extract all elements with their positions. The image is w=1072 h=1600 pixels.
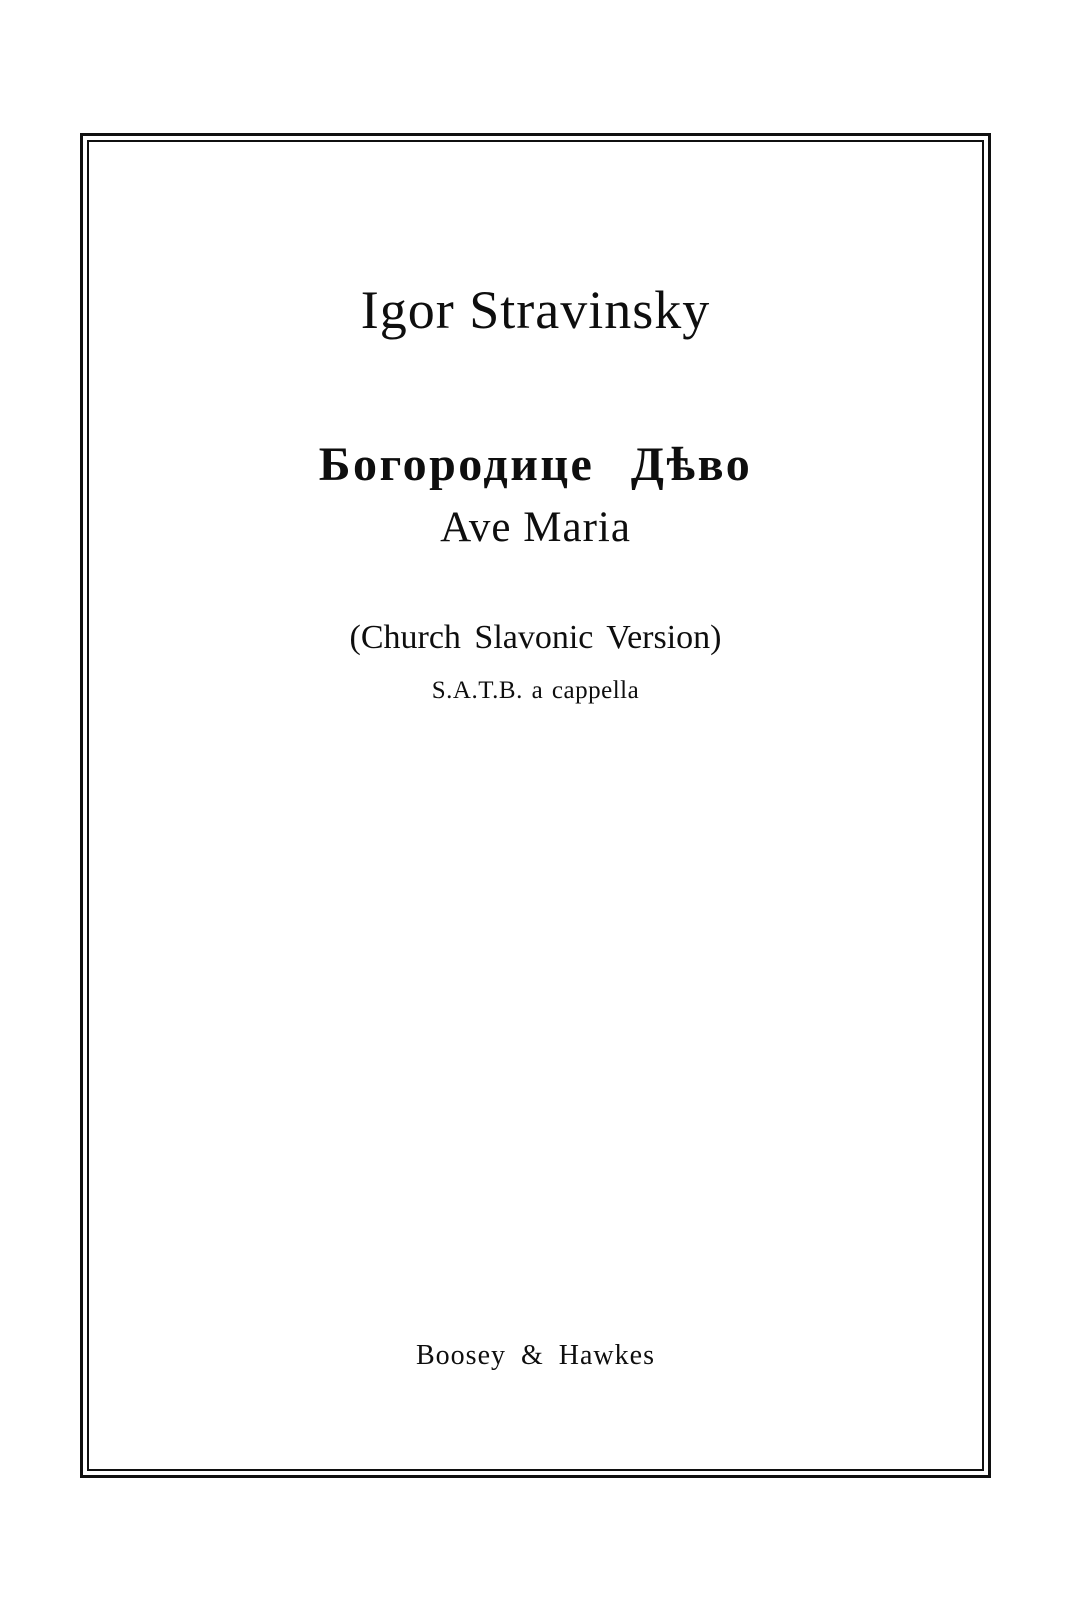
work-title-cyrillic: Богородице Дѣво xyxy=(318,438,753,491)
work-title-latin: Ave Maria xyxy=(440,504,631,551)
composer-name: Igor Stravinsky xyxy=(360,280,711,340)
publisher-name: Boosey & Hawkes xyxy=(416,1340,655,1371)
scoring-note: S.A.T.B. a cappella xyxy=(431,677,640,704)
version-note: (Church Slavonic Version) xyxy=(349,619,722,656)
